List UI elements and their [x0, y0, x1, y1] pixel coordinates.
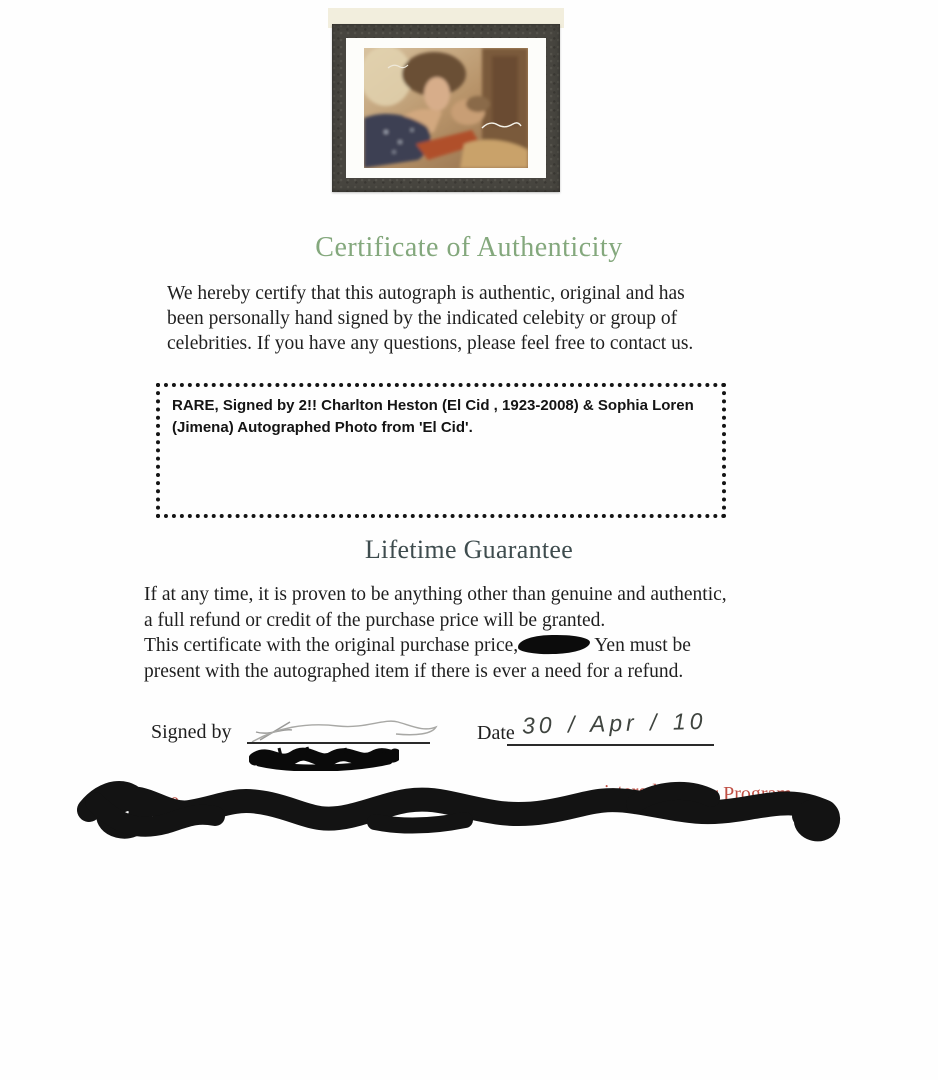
guarantee-line: present with the autographed item if there is ever a need for a refund.	[144, 660, 684, 682]
autographed-photo-image	[364, 48, 528, 168]
item-description-text: RARE, Signed by 2!! Charlton Heston (El Cid , 1923-2008) & Sophia Loren (Jimena) Autographed Photo from 'El Cid'.	[172, 397, 694, 436]
guarantee-line	[144, 633, 814, 659]
guarantee-line: If at any time, it is proven to be anything other than genuine and authentic,	[144, 584, 727, 605]
item-description-box	[156, 383, 726, 518]
redacted-price-blob	[518, 634, 590, 655]
footer-redaction-marker	[75, 772, 850, 847]
photo-matte	[346, 38, 546, 178]
footer-text-fragment: e	[170, 790, 179, 812]
footer-text-fragment: C	[130, 784, 144, 806]
guarantee-paragraph	[144, 582, 814, 684]
guarantee-line3-after: Yen must be	[590, 635, 691, 656]
guarantee-heading: Lifetime Guarantee	[364, 535, 574, 564]
signature-line	[247, 742, 430, 744]
certify-line: been personally hand signed by the indicated celebity or group of	[167, 308, 678, 329]
certificate-title: Certificate of Authenticity	[315, 232, 623, 263]
certify-paragraph	[167, 281, 767, 356]
date-line	[507, 744, 714, 746]
photo-frame	[332, 24, 560, 192]
handwritten-date: 30 / Apr / 10	[521, 707, 707, 739]
footer-text-fragment: istered D	[604, 781, 677, 803]
certify-line: celebrities. If you have any questions, please feel free to contact us.	[167, 333, 694, 354]
certify-line: We hereby certify that this autograph is authentic, original and has	[167, 283, 685, 304]
date-label: Date	[477, 722, 515, 744]
signed-by-label: Signed by	[151, 721, 232, 743]
guarantee-line3-before: This certificate with the original purchase price,	[144, 635, 519, 656]
footer-text-fragment: ler Program	[697, 783, 792, 805]
redacted-signer-name	[249, 745, 399, 771]
signature-mark	[246, 710, 441, 744]
guarantee-line: a full refund or credit of the purchase price will be granted.	[144, 609, 606, 631]
